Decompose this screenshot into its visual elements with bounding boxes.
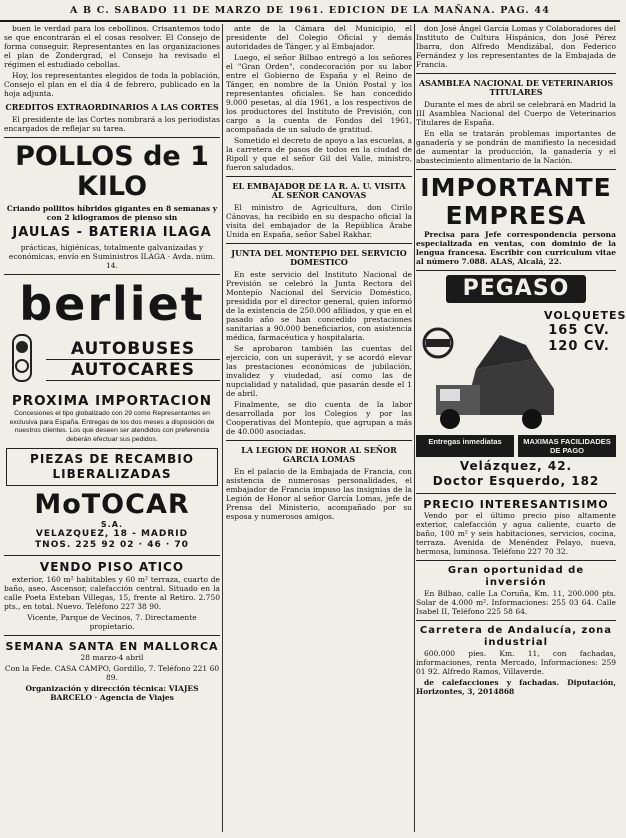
- ad-pegaso: [416, 275, 626, 489]
- divider: [416, 73, 616, 74]
- ad-motocar-logo: MoTOCAR: [34, 489, 190, 520]
- column-middle: [226, 24, 412, 832]
- ad-empresa-title: EMPRESA: [445, 201, 587, 230]
- ad-autocares: AUTOCARES: [46, 360, 220, 381]
- article-paragraph: Sometido el decreto de apoyo a las escuelas, a la carretera de pasos de todos en la ciudad de Ripoll y que el señor Gil del Valle, ministro, fueron saludados.: [226, 136, 412, 172]
- article-paragraph: El presidente de las Cortes nombrará a los periodistas encargados de reflejar su tarea.: [4, 115, 220, 133]
- ad-pegaso-entregas: Entregas inmediatas: [416, 435, 514, 457]
- ad-piezas-line2: LIBERALIZADAS: [52, 467, 172, 481]
- headline-embajador: EL EMBAJADOR DE LA R. A. U. VISITA AL SEÑOR CANOVAS: [232, 181, 406, 200]
- column-left: [4, 24, 220, 832]
- divider: [226, 243, 412, 244]
- ad-vendo-body: exterior, 160 m² habitables y 60 m² terraza, cuarto de baño, aseo. Ascensor, calefacción central. Situado en la calle Poeta Esteban Villegas, 15, frente al Retiro. 2.750 pts., en total. Nuevo. Teléfono 227 38 90.: [4, 575, 220, 611]
- ad-gran-title: Gran oportunidad de inversión: [447, 565, 585, 588]
- ad-footer: de calefacciones y fachadas. Diputación, Horizontes, 3, 2014868: [416, 678, 616, 696]
- ad-pegaso-volquetes: VOLQUETES: [544, 309, 626, 322]
- article-paragraph: Luego, el señor Bilbao entregó a los señores el "Gran Orden", condecoración por su labor entre el Gobierno de España y el Reino de Tánger, en nombre de la Unión Postal y los representantes oficiales. Se han concedido 9.000 pesetas, al día 1961, a los respectivos de los productores del Instituto de Previsión, con cargo a la cuenta de Fondos del 1961, acompañada de un saludo de gratitud.: [226, 53, 412, 134]
- ad-precio-title: PRECIO INTERESANTISIMO: [423, 498, 609, 511]
- ad-motocar-address: VELAZQUEZ, 18 - MADRID: [35, 529, 189, 539]
- divider: [4, 555, 220, 556]
- ad-motocar-phone: TNOS. 225 92 02 · 46 · 70: [35, 540, 189, 550]
- ad-pollos-detail: prácticas, higiénicas, totalmente galvanizadas y económicas, envío en Suministros ILAGA · Avda. núm. 14.: [8, 243, 216, 270]
- ad-vendo: [4, 560, 220, 631]
- divider: [226, 440, 412, 441]
- ad-semana-body: Con la Fede. CASA CAMPO, Gordillo, 7. Teléfono 221 60 89.: [4, 664, 220, 682]
- ad-semana-date: 28 marzo-4 abril: [80, 653, 144, 662]
- ad-autobuses: AUTOBUSES: [46, 339, 220, 360]
- ad-pegaso-address2: Doctor Esquerdo, 182: [432, 474, 600, 488]
- article-paragraph: Durante el mes de abril se celebrará en Madrid la III Asamblea Nacional del Cuerpo de Veterinarios Titulares de España.: [416, 100, 616, 127]
- headline-legion: LA LEGION DE HONOR AL SEÑOR GARCIA LOMAS: [241, 445, 397, 464]
- ad-vendo-title: VENDO PISO ATICO: [39, 560, 185, 574]
- divider: [416, 270, 616, 271]
- ad-pegaso-cv2: 120 CV.: [548, 339, 610, 354]
- ad-berliet: [4, 279, 220, 551]
- divider: [226, 176, 412, 177]
- article-paragraph: Se aprobaron también las cuentas del ejercicio, con un superávit, y se acordó elevar las prestaciones económicas de jubilación, invalidez y viudedad, así como las de nupcialidad y natalidad, que pasarán desde el 1 de abril.: [226, 344, 412, 398]
- headline-asamblea: ASAMBLEA NACIONAL DE VETERINARIOS TITULARES: [418, 78, 614, 97]
- divider: [416, 169, 616, 170]
- ad-pegaso-cv1: 165 CV.: [548, 323, 610, 338]
- ad-piezas-line1: PIEZAS DE RECAMBIO: [30, 452, 194, 466]
- divider: [416, 620, 616, 621]
- divider: [4, 137, 220, 138]
- ad-piezas-box: [6, 448, 218, 486]
- ad-semana-santa: [4, 640, 220, 702]
- divider: [416, 493, 616, 494]
- article-paragraph: En el palacio de la Embajada de Francia, con asistencia de numerosas personalidades, el embajador de Francia impuso las insignias de la Legión de Honor al señor García Lomas, jefe de Prensa del Ministerio, acompañado por su esposa y numerosos amigos.: [226, 467, 412, 521]
- ad-pegaso-facilidades: MAXIMAS FACILIDADES DE PAGO: [518, 435, 616, 457]
- ad-semana-title: SEMANA SANTA EN MALLORCA: [5, 640, 219, 653]
- divider: [416, 560, 616, 561]
- ad-carretera-title: Carretera de Andalucía, zona industrial: [419, 625, 613, 648]
- ad-importante-title: IMPORTANTE: [420, 173, 612, 202]
- article-paragraph: ante de la Cámara del Municipio, el presidente del Colegio Oficial y demás autoridades de Tánger, y al Embajador.: [226, 24, 412, 51]
- ad-pollos-body: Criando pollitos híbridos gigantes en 8 semanas y con 2 kilogramos de pienso sin: [6, 204, 218, 222]
- ad-berliet-logo: berliet: [19, 277, 205, 331]
- column-right: [416, 24, 626, 832]
- ad-pollos-title: POLLOS de 1 KILO: [15, 141, 209, 202]
- divider: [4, 274, 220, 275]
- article-paragraph: buen le verdad para los cebollinos. Crisantemos todo se que encontrarán el el cosas resolver. El Consejo de forma conseguir. Representantes en las organizaciones el plan de Zondergrad, el Consejo ha revisado el régimen el estudiado cebollas.: [4, 24, 220, 69]
- ad-proxima-body: Concesiones el tipo globalizado con 29 como Representantes en exclusiva para España. Entregas de los dos meses a disposición de nuestros clientes. Los que deseen ser atendidos con preferencia deberán efectuar sus pedidos.: [9, 410, 215, 443]
- divider: [4, 635, 220, 636]
- ad-gran-body: En Bilbao, calle La Coruña, Km. 11, 200.000 pts. Solar de 4.000 m². Informaciones: 255 03 64. Calle Isabel II, Teléfono 225 58 64.: [416, 589, 616, 616]
- headline-junta: JUNTA DEL MONTEPIO DEL SERVICIO DOMESTICO: [231, 248, 407, 267]
- column-divider: [222, 24, 223, 832]
- ad-importante-body: Precisa para Jefe correspondencia persona especializada en ventas, con dominio de la lengua francesa. Escribir con curriculum vitae al número 7.088. ALAS, Alcalá, 22.: [416, 230, 616, 266]
- article-paragraph: don José Ángel García Lomas y Colaboradores del Instituto de Cultura Hispánica, don José Pérez Ibarra, don Alfredo Mendizábal, don Federico Fernández y los representantes de la Embajada de Francia.: [416, 24, 616, 69]
- article-paragraph: En ella se tratarán problemas importantes de ganadería y se pondrán de manifiesto la necesidad de aumentar la producción, la ganadería y el abastecimiento alimentario de la Nación.: [416, 129, 616, 165]
- headline-creditos: CREDITOS EXTRAORDINARIOS A LAS CORTES: [5, 102, 219, 112]
- ad-pegaso-logo: PEGASO: [446, 275, 586, 303]
- article-paragraph: En este servicio del Instituto Nacional de Previsión se celebró la Junta Rectora del Montepío Nacional del Servicio Doméstico, presidida por el director general, quien informó de la existencia de 250.000 afiliados, y que en el pasado año se han concedido prestaciones sanitarias a 90.000 beneficiarios, con asistencia médica, farmacéutica y hospitalaria.: [226, 270, 412, 342]
- ad-carretera-body: 600.000 pies. Km. 11, con fachadas, informaciones, renta Mercado, Informaciones: 259 01 92. Alfredo Ramos, Villaverde.: [416, 649, 616, 676]
- ad-pegaso-address1: Velázquez, 42.: [459, 459, 573, 473]
- ad-proxima-title: PROXIMA IMPORTACION: [11, 393, 213, 409]
- article-paragraph: Hoy, los representantes elegidos de toda la población, Consejo el plan en el día 4 de febrero, publicado en la hoja adjunta.: [4, 71, 220, 98]
- traffic-light-icon: [4, 331, 40, 389]
- page-header: A B C. SABADO 11 DE MARZO DE 1961. EDICION DE LA MAÑANA. PAG. 44: [0, 4, 620, 22]
- column-divider: [414, 24, 415, 832]
- article-paragraph: El ministro de Agricultura, don Cirilo Cánovas, ha recibido en su despacho oficial la visita del embajador de la República Árabe Unida en España, señor Sabel Rakhar.: [226, 203, 412, 239]
- ad-pollos: [4, 142, 220, 270]
- ad-pollos-jaulas: JAULAS - BATERIA ILAGA: [12, 225, 212, 240]
- article-paragraph: Finalmente, se dio cuenta de la labor desarrollada por los Colegios y por las Cooperativas del Montepío, que agrupan a más de 40.000 asociadas.: [226, 400, 412, 436]
- ad-precio-body: Vendo por el último precio piso altamente exterior, calefacción y agua caliente, cuarto de baño, 100 m² y seis habitaciones, servicios, cocina, terraza. Avenida de Menéndez Pelayo, nueva, hermosa, luminosa. Teléfono 227 70 32.: [416, 511, 616, 556]
- ad-semana-footer: Organización y dirección técnica: VIAJES BARCELO · Agencia de Viajes: [25, 684, 199, 702]
- ad-importante: [416, 174, 616, 266]
- ad-motocar-sa: S.A.: [100, 520, 124, 529]
- ad-vendo-contact: Vicente, Parque de Vecinos, 7. Directamente propietario.: [27, 613, 197, 631]
